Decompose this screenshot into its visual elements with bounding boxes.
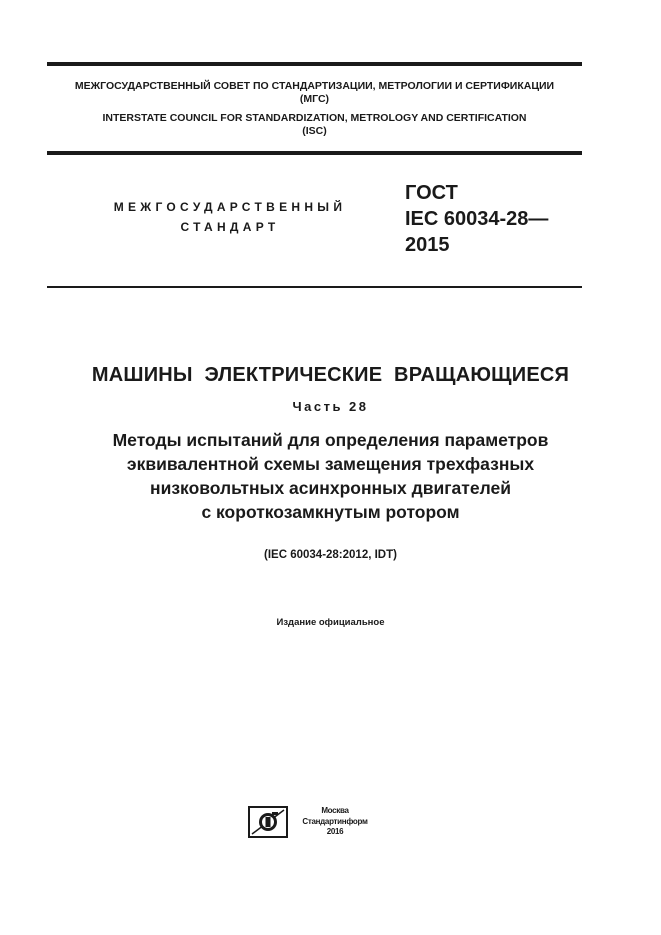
standartinform-logo-icon <box>248 806 288 838</box>
council-ru-abbr: (МГС) <box>299 93 330 105</box>
part-number: Часть 28 <box>292 399 369 414</box>
publisher-year: 2016 <box>326 827 344 836</box>
council-name-ru <box>47 80 582 106</box>
standard-number-line3: 2015 <box>405 234 450 256</box>
council-en-text: INTERSTATE COUNCIL FOR STANDARDIZATION, METROLOGY AND CERTIFICATION <box>102 112 527 124</box>
council-ru-text: МЕЖГОСУДАРСТВЕННЫЙ СОВЕТ ПО СТАНДАРТИЗАЦИИ, МЕТРОЛОГИИ И СЕРТИФИКАЦИИ <box>74 80 555 92</box>
council-en-abbr: (ISC) <box>302 125 327 137</box>
standard-type-line1: МЕЖГОСУДАРСТВЕННЫЙ <box>113 200 347 214</box>
document-title: МАШИНЫ ЭЛЕКТРИЧЕСКИЕ ВРАЩАЮЩИЕСЯ <box>91 364 570 386</box>
top-rule <box>47 62 582 66</box>
publisher-city: Москва <box>321 806 349 815</box>
council-name-en <box>47 112 582 138</box>
standard-number <box>405 180 605 258</box>
document-subtitle <box>0 428 661 524</box>
subtitle-line: низковольтных асинхронных двигателей <box>150 478 511 498</box>
standard-type-line2: СТАНДАРТ <box>180 220 280 234</box>
publisher-name: Стандартинформ <box>302 816 368 826</box>
standard-type <box>90 197 370 237</box>
iec-reference: (IEC 60034-28:2012, IDT) <box>264 549 397 561</box>
thin-rule <box>47 286 582 288</box>
standard-number-line2: IEC 60034-28— <box>405 208 549 230</box>
standard-number-line1: ГОСТ <box>405 182 458 204</box>
publisher-block <box>295 806 375 838</box>
subtitle-line: с короткозамкнутым ротором <box>201 502 460 522</box>
subtitle-line: эквивалентной схемы замещения трехфазных <box>126 454 535 474</box>
middle-rule <box>47 151 582 155</box>
edition-note: Издание официальное <box>276 617 385 628</box>
subtitle-line: Методы испытаний для определения параметров <box>112 430 549 450</box>
